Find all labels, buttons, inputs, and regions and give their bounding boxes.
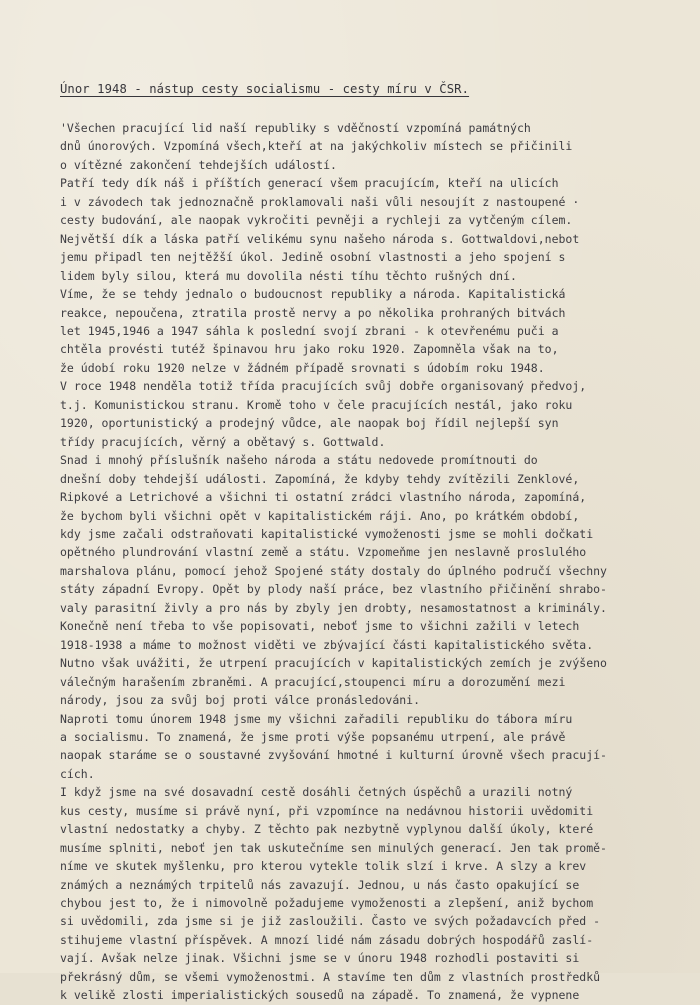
text-line: kdy jsme začali odstraňovati kapitalistické vymoženosti jsme se mohli dočkati [60, 526, 594, 541]
text-line: níme ve skutek myšlenku, pro kterou vytekle tolik slzí i krve. A slzy a krev [60, 859, 587, 874]
text-line: státy západní Evropy. Opět by plody naší práce, bez vlastního přičinění shrabo- [60, 582, 607, 597]
text-line: stihujeme vlastní příspěvek. A mnozí lidé nám zásadu dobrých hospodářů zaslí- [60, 932, 594, 947]
text-line: třídy pracujících, věrný a obětavý s. Gottwald. [60, 434, 386, 449]
text-line: Konečně není třeba to vše popisovati, neboť jsme to všichni zažili v letech [60, 619, 580, 634]
text-line: jemu připadl ten nejtěžší úkol. Jedině osobní vlastnosti a jeho spojení s [60, 250, 566, 265]
text-line: vají. Avšak nelze jinak. Všichni jsme se v únoru 1948 rozhodli postaviti si [60, 951, 580, 966]
text-line: Snad i mnohý příslušník našeho národa a státu nedovede promítnouti do [60, 453, 538, 468]
text-line: i v závodech tak jednoznačně proklamovali naši vůli nesoujít z nastoupené · [60, 194, 580, 209]
text-line: lidem byly silou, která mu dovolila nésti tíhu těchto rušných dní. [60, 268, 517, 283]
text-line: že bychom byli všichni opět v kapitalistickém ráji. Ano, po krátkém období, [60, 508, 580, 523]
text-line: valy parasitní živly a pro nás by zbyly jen drobty, nesamostatnost a kriminály. [60, 600, 607, 615]
text-line: I když jsme na své dosavadní cestě dosáhli četných úspěchů a urazili notný [60, 785, 573, 800]
text-line: Ripkové a Letrichové a všichni ti ostatní zrádci vlastního národa, zapomíná, [60, 490, 587, 505]
text-line: reakce, nepoučena, ztratila prostě nervy a po několika prohraných bitvách [60, 305, 566, 320]
text-line: dnešní doby tehdejší události. Zapomíná, že kdyby tehdy zvítězili Zenklové, [60, 471, 580, 486]
document-body [60, 119, 680, 1005]
text-line: kus cesty, musíme si právě nyní, při vzpomínce na nedávnou historii uvědomiti [60, 803, 594, 818]
text-line: Nutno však uvážiti, že utrpení pracujících v kapitalistických zemích je zvýšeno [60, 656, 607, 671]
text-line: marshalova plánu, pomocí jehož Spojené státy dostaly do úplného područí všechny [60, 563, 607, 578]
text-line: známých a neznámých trpitelů nás zavazují. Jednou, u nás často opakující se [60, 877, 580, 892]
text-line: chtěla provésti tutéž špinavou hru jako roku 1920. Zapomněla však na to, [60, 342, 559, 357]
text-line: 1920, oportunistický a prodejný vůdce, ale naopak boj řídil nejlepší syn [60, 416, 559, 431]
text-line: musíme splniti, neboť jen tak uskutečníme sen minulých generací. Jen tak promě- [60, 840, 607, 855]
text-line: válečným harašením zbraněmi. A pracující,stoupenci míru a dorozumění mezi [60, 674, 566, 689]
text-line: t.j. Komunistickou stranu. Kromě toho v čele pracujících nestál, jako roku [60, 397, 573, 412]
text-line: překrásný dům, se všemi vymoženostmi. A stavíme ten dům z vlastních prostředků [60, 969, 601, 984]
document-title [60, 82, 469, 96]
text-line: cesty budování, ale naopak vykročiti pevněji a rychleji za vytčeným cílem. [60, 213, 573, 228]
text-line: chybou jest to, že i nimovolně požadujeme vymoženosti a zlepšení, aniž bychom [60, 896, 594, 911]
text-line: let 1945,1946 a 1947 sáhla k poslední svojí zbrani - k otevřenému puči a [60, 323, 559, 338]
text-line: 'Všechen pracující lid naší republiky s vděčností vzpomíná památných [60, 121, 531, 135]
text-line: cích. [60, 766, 95, 781]
text-line: Naproti tomu únorem 1948 jsme my všichni zařadili republiku do tábora míru [60, 711, 573, 726]
text-line: V roce 1948 nenděla totiž třída pracujících svůj dobře organisovaný předvoj, [60, 379, 587, 394]
text-line: dnů únorových. Vzpomíná všech,kteří at na jakýchkoliv místech se přičinili [60, 139, 573, 154]
text-line: Víme, že se tehdy jednalo o budoucnost republiky a národa. Kapitalistická [60, 287, 566, 302]
text-line: naopak staráme se o soustavné zvyšování hmotné i kulturní úrovně všech pracují- [60, 748, 607, 763]
text-line: Největší dík a láska patří velikému synu našeho národa s. Gottwaldovi,nebot [60, 231, 580, 246]
text-line: 1918-1938 a máme to možnost viděti ve zbývající části kapitalistického světa. [60, 637, 594, 652]
text-line: si uvědomili, zda jsme si je již zasloužili. Často ve svých požadavcích před - [60, 914, 601, 929]
document-title-text: Únor 1948 - nástup cesty socialismu - cesty míru v ČSR. [60, 82, 470, 96]
text-line: a socialismu. To znamená, že jsme proti výše popsanému utrpení, ale právě [60, 729, 566, 744]
text-line: o vítězné zakončení tehdejších událostí. [60, 157, 337, 172]
text-line: že údobí roku 1920 nelze v žádném případě srovnati s údobím roku 1948. [60, 360, 545, 375]
text-line: národy, jsou za svůj boj proti válce pronásledováni. [60, 693, 421, 708]
text-line: Patří tedy dík náš i příštích generací všem pracujícím, kteří na ulicích [60, 176, 559, 191]
text-line: opětného plundrování vlastní země a státu. Vzpomeňme jen neslavně proslulého [60, 545, 587, 560]
text-line: k velikě zlosti imperialistických sousedů na západě. To znamená, že vypnene [60, 988, 580, 1003]
text-line: vlastní nedostatky a chyby. Z těchto pak nezbytně vyplynou další úkoly, které [60, 822, 594, 837]
